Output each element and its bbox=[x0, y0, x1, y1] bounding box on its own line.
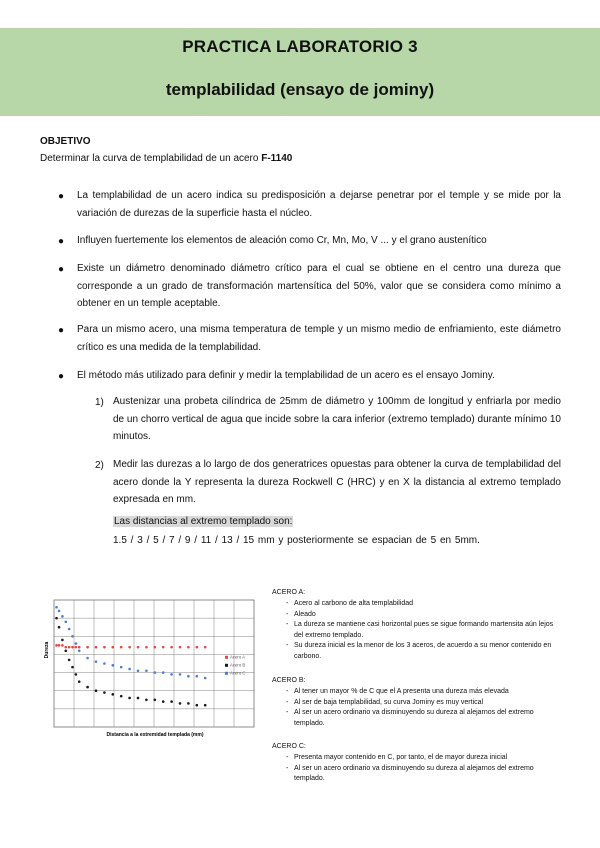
chart-y-label: Dureza bbox=[44, 641, 50, 659]
data-point-acero-c bbox=[120, 666, 123, 669]
page-title: PRACTICA LABORATORIO 3 bbox=[182, 37, 418, 56]
data-point-acero-a bbox=[86, 646, 89, 649]
note-heading-b: ACERO B: bbox=[272, 677, 306, 684]
data-point-acero-c bbox=[71, 635, 74, 638]
data-point-acero-a bbox=[196, 646, 199, 649]
legend-label: Acero B bbox=[230, 662, 246, 668]
data-point-acero-c bbox=[179, 673, 182, 676]
legend-label: Acero C bbox=[230, 670, 246, 676]
data-point-acero-b bbox=[61, 639, 64, 642]
data-point-acero-b bbox=[137, 697, 140, 700]
note-item: - Al ser un acero ordinario va disminuyendo su dureza al alejarnos del extremo templado. bbox=[272, 708, 564, 729]
data-point-acero-a bbox=[162, 646, 165, 649]
data-point-acero-a bbox=[68, 646, 71, 649]
data-point-acero-c bbox=[196, 675, 199, 678]
data-point-acero-c bbox=[95, 660, 98, 663]
objective-steel: F-1140 bbox=[261, 153, 293, 164]
step-text: Austenizar una probeta cilíndrica de 25mm de diámetro y 100mm de longitud y enfriarla por medio de un chorro vertical de agua que incide sobre la cara inferior (extremo templado) durante mínimo 10 minutos. bbox=[113, 396, 561, 442]
data-point-acero-b bbox=[71, 666, 74, 669]
legend-marker bbox=[225, 664, 228, 667]
bullet-text: Existe un diámetro denominado diámetro crítico para el cual se obtiene en el centro una dureza que corresponde a un grado de transformación martensítica del 50%, valor que se considera como mínimo a obtener en un temple aceptable. bbox=[77, 263, 561, 309]
notes-acero-a bbox=[272, 599, 564, 662]
note-heading-c: ACERO C: bbox=[272, 743, 306, 750]
data-point-acero-b bbox=[170, 700, 173, 703]
bullet-dot: ● bbox=[58, 325, 65, 336]
data-point-acero-b bbox=[145, 698, 148, 701]
data-point-acero-a bbox=[95, 646, 98, 649]
data-point-acero-a bbox=[204, 646, 207, 649]
chart-grid bbox=[54, 600, 254, 727]
data-point-acero-b bbox=[103, 691, 106, 694]
bullet-text: El método más utilizado para definir y medir la templabilidad de un acero es el ensayo Jominy. bbox=[77, 370, 495, 381]
bullet-dot: ● bbox=[58, 236, 65, 247]
data-point-acero-a bbox=[179, 646, 182, 649]
distances-label: Las distancias al extremo templado son: bbox=[114, 516, 293, 527]
data-point-acero-a bbox=[145, 646, 148, 649]
data-point-acero-b bbox=[95, 689, 98, 692]
distances-values: 1.5 / 3 / 5 / 7 / 9 / 11 / 13 / 15 mm y posteriormente se espacian de 5 en 5mm. bbox=[113, 535, 480, 546]
data-point-acero-b bbox=[112, 693, 115, 696]
data-point-acero-c bbox=[58, 610, 61, 613]
legend-marker bbox=[225, 672, 228, 675]
data-point-acero-b bbox=[196, 704, 199, 707]
data-point-acero-a bbox=[128, 646, 131, 649]
data-point-acero-b bbox=[75, 673, 78, 676]
data-point-acero-b bbox=[162, 700, 165, 703]
objective-text bbox=[40, 153, 292, 164]
step-text: Medir las durezas a lo largo de dos generatrices opuestas para obtener la curva de templabilidad del acero donde la Y representa la dureza Rockwell C (HRC) y en X la distancia al extremo templado expresada en mm. bbox=[113, 459, 561, 505]
data-point-acero-a bbox=[58, 644, 61, 647]
bullet-text: Para un mismo acero, una misma temperatura de temple y un mismo medio de enfriamiento, este diámetro crítico es una medida de la templabilidad. bbox=[77, 324, 561, 353]
step-number: 2) bbox=[95, 460, 104, 471]
data-point-acero-a bbox=[78, 646, 81, 649]
data-point-acero-a bbox=[103, 646, 106, 649]
bullet-dot: ● bbox=[58, 264, 65, 275]
data-point-acero-b bbox=[128, 697, 131, 700]
data-point-acero-b bbox=[86, 686, 89, 689]
data-point-acero-b bbox=[120, 695, 123, 698]
data-point-acero-b bbox=[204, 704, 207, 707]
data-point-acero-c bbox=[75, 642, 78, 645]
note-heading-a: ACERO A: bbox=[272, 589, 306, 596]
note-item: - Acero al carbono de alta templabilidad bbox=[272, 599, 564, 610]
data-point-acero-c bbox=[86, 657, 89, 660]
data-point-acero-c bbox=[204, 677, 207, 680]
page-subtitle: templabilidad (ensayo de jominy) bbox=[165, 80, 435, 99]
data-point-acero-b bbox=[154, 698, 157, 701]
data-point-acero-c bbox=[112, 664, 115, 667]
data-point-acero-c bbox=[137, 669, 140, 672]
data-point-acero-b bbox=[55, 617, 58, 620]
chart-x-label: Distancia a la extremidad templada (mm) bbox=[106, 732, 204, 738]
bullet-text: Influyen fuertemente los elementos de aleación como Cr, Mn, Mo, V ... y el grano austenítico bbox=[77, 235, 487, 246]
notes-acero-c bbox=[272, 753, 564, 785]
data-point-acero-c bbox=[154, 671, 157, 674]
data-point-acero-a bbox=[55, 644, 58, 647]
bullet-dot: ● bbox=[58, 191, 65, 202]
jominy-chart bbox=[40, 590, 260, 745]
data-point-acero-c bbox=[64, 620, 67, 623]
data-point-acero-c bbox=[145, 669, 148, 672]
data-point-acero-c bbox=[128, 668, 131, 671]
data-point-acero-a bbox=[71, 646, 74, 649]
bullet-dot: ● bbox=[58, 371, 65, 382]
data-point-acero-c bbox=[68, 628, 71, 631]
data-point-acero-c bbox=[162, 671, 165, 674]
data-point-acero-c bbox=[78, 650, 81, 653]
note-item: - Aleado bbox=[272, 610, 564, 621]
data-point-acero-a bbox=[112, 646, 115, 649]
data-point-acero-a bbox=[64, 646, 67, 649]
data-point-acero-c bbox=[61, 615, 64, 618]
note-item: - Presenta mayor contenido en C, por tanto, el de mayor dureza inicial bbox=[272, 753, 564, 764]
data-point-acero-b bbox=[58, 626, 61, 629]
note-item: - Al tener un mayor % de C que el A presenta una dureza más elevada bbox=[272, 687, 564, 698]
data-point-acero-c bbox=[187, 675, 190, 678]
data-point-acero-a bbox=[170, 646, 173, 649]
objective-heading: OBJETIVO bbox=[40, 136, 91, 147]
note-item: - La dureza se mantiene casi horizontal pues se sigue formando martensita aún lejos del extremo templado. bbox=[272, 620, 564, 641]
data-point-acero-a bbox=[187, 646, 190, 649]
note-item: - Su dureza inicial es la menor de los 3 aceros, de acuerdo a su menor contenido en carbono. bbox=[272, 641, 564, 662]
legend-marker bbox=[225, 656, 228, 659]
note-item: - Al ser de baja templabilidad, su curva Jominy es muy vertical bbox=[272, 698, 564, 709]
data-point-acero-a bbox=[154, 646, 157, 649]
bullet-text: La templabilidad de un acero indica su predisposición a dejarse penetrar por el temple y se mide por la variación de durezas de la superficie hasta el núcleo. bbox=[77, 190, 561, 219]
notes-acero-b bbox=[272, 687, 564, 729]
data-point-acero-c bbox=[103, 662, 106, 665]
data-point-acero-a bbox=[137, 646, 140, 649]
data-point-acero-b bbox=[179, 702, 182, 705]
step-number: 1) bbox=[95, 397, 104, 408]
data-point-acero-b bbox=[68, 659, 71, 662]
note-item: - Al ser un acero ordinario va disminuyendo su dureza al alejarnos del extremo templado. bbox=[272, 764, 564, 785]
data-point-acero-c bbox=[170, 673, 173, 676]
objective-sentence: Determinar la curva de templabilidad de un acero bbox=[40, 153, 262, 164]
data-point-acero-a bbox=[75, 646, 78, 649]
legend-label: Acero A bbox=[230, 654, 246, 660]
data-point-acero-a bbox=[120, 646, 123, 649]
data-point-acero-a bbox=[61, 644, 64, 647]
data-point-acero-b bbox=[64, 650, 67, 653]
data-point-acero-c bbox=[55, 606, 58, 609]
data-point-acero-b bbox=[78, 680, 81, 683]
data-point-acero-b bbox=[187, 702, 190, 705]
